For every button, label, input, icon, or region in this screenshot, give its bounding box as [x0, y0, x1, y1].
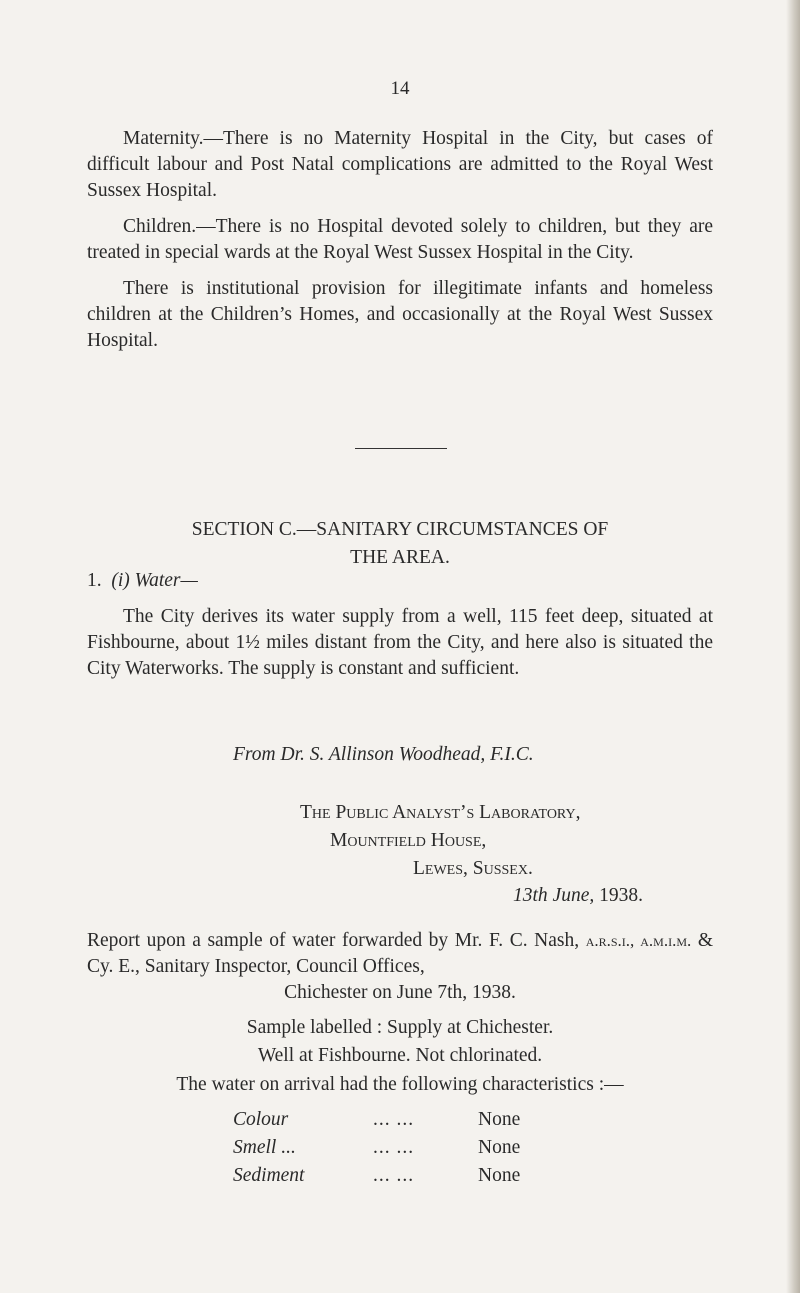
- row-value: None: [478, 1165, 521, 1186]
- item-heading: (i) Water—: [111, 570, 198, 591]
- report-part3: Chichester on June 7th, 1938.: [284, 982, 516, 1003]
- row-value: None: [478, 1109, 521, 1130]
- section-heading: [87, 516, 713, 572]
- address-line-3: Lewes, Sussex.: [413, 858, 533, 879]
- maternity-paragraph: Maternity.—There is no Maternity Hospital in the City, but cases of difficult labour and Post Natal complications are admitted to the Royal West Sussex Hospital.: [87, 128, 713, 201]
- letter-date-day: 13th June,: [513, 885, 595, 906]
- item-number: 1.: [87, 570, 102, 591]
- letter-date-year: 1938.: [599, 885, 643, 906]
- row-leader: ... ...: [373, 1109, 415, 1130]
- row-label: Smell ...: [233, 1137, 296, 1158]
- water-supply-block: [87, 604, 713, 682]
- section-divider: [355, 448, 447, 449]
- report-part1: Report upon a sample of water forwarded by Mr. F. C. Nash,: [87, 930, 580, 951]
- address-line-1: The Public Analyst’s Laboratory,: [300, 802, 581, 823]
- water-subheading: [87, 570, 198, 592]
- children-paragraph: Children.—There is no Hospital devoted solely to children, but they are treated in special wards at the Royal West Sussex Hospital in the City.: [87, 216, 713, 263]
- row-leader: ... ...: [373, 1137, 415, 1158]
- letter-from: From Dr. S. Allinson Woodhead, F.I.C.: [233, 744, 534, 765]
- page-edge-shadow: [786, 0, 800, 1293]
- sample-line-1: Sample labelled : Supply at Chichester.: [246, 1017, 554, 1038]
- table-row: [233, 1162, 520, 1190]
- sample-label-block: [87, 1014, 713, 1070]
- row-label: Colour: [233, 1109, 289, 1130]
- row-value: None: [478, 1137, 521, 1158]
- page-number: 14: [390, 78, 410, 99]
- report-qualifications: a.r.s.i., a.m.i.m.: [585, 931, 692, 950]
- section-heading-line2: THE AREA.: [350, 547, 450, 568]
- section-heading-line1: SECTION C.—SANITARY CIRCUMSTANCES OF: [191, 519, 609, 540]
- table-row: [233, 1106, 520, 1134]
- table-row: [233, 1134, 520, 1162]
- report-paragraph: [87, 928, 713, 1006]
- address-line-2: Mountfield House,: [330, 830, 487, 851]
- sample-line-2: Well at Fishbourne. Not chlorinated.: [257, 1045, 543, 1066]
- report-part2: & Cy. E., Sanitary Inspector, Council Offices,: [87, 930, 713, 977]
- row-label: Sediment: [233, 1165, 305, 1186]
- letter-date: [513, 885, 643, 907]
- row-leader: ... ...: [373, 1165, 415, 1186]
- characteristics-intro: The water on arrival had the following characteristics :—: [176, 1074, 624, 1095]
- water-supply-paragraph: The City derives its water supply from a well, 115 feet deep, situated at Fishbourne, about 1½ miles distant from the City, and here also is situated the City Waterworks. The supply is constant and sufficient.: [87, 606, 713, 679]
- characteristics-table: [233, 1106, 520, 1190]
- institutional-paragraph: There is institutional provision for illegitimate infants and homeless children at the Children’s Homes, and occasionally at the Royal West Sussex Hospital.: [87, 278, 713, 351]
- intro-paragraphs: [87, 126, 713, 354]
